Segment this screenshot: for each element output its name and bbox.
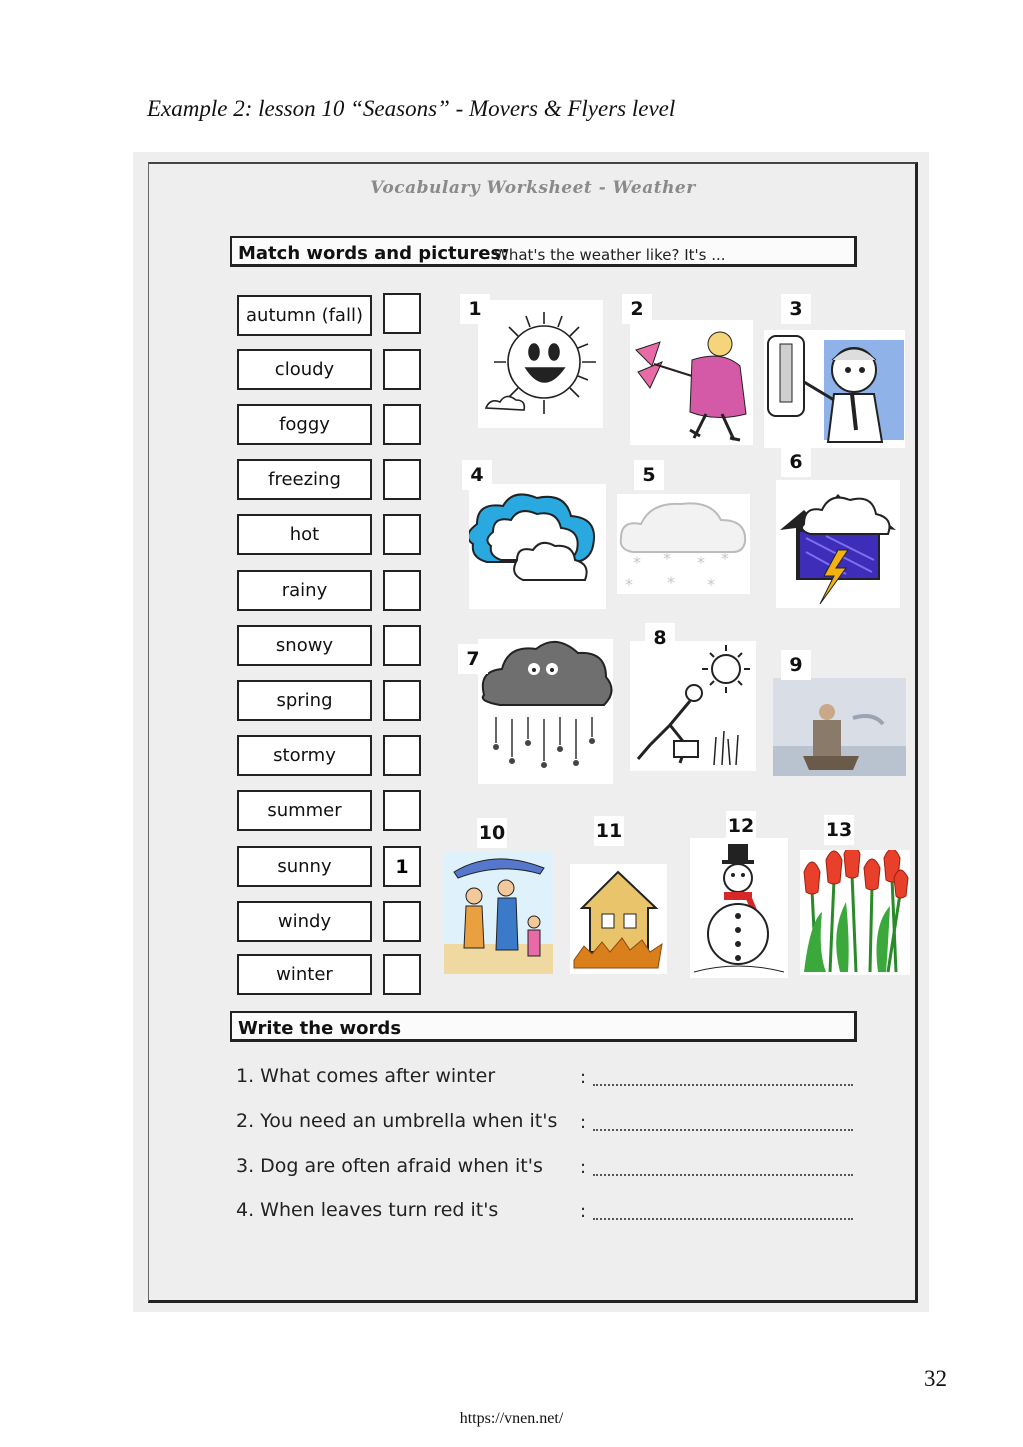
rainy-picture	[478, 639, 613, 784]
page-number: 32	[924, 1366, 947, 1391]
spring-picture	[630, 641, 756, 771]
word-box: hot	[237, 514, 372, 555]
word-box: foggy	[237, 404, 372, 445]
answer-box	[383, 954, 421, 995]
word-box: stormy	[237, 735, 372, 776]
question-colon: :	[580, 1067, 587, 1088]
svg-text:*: *	[633, 553, 641, 572]
foggy-picture	[773, 678, 906, 776]
summer-picture	[444, 852, 553, 974]
picture-number: 5	[634, 460, 664, 490]
word-box: cloudy	[237, 349, 372, 390]
question-text: 3. Dog are often afraid when it's	[236, 1155, 543, 1177]
svg-text:*: *	[721, 549, 729, 568]
word-box: freezing	[237, 459, 372, 500]
picture-number: 7	[458, 644, 488, 674]
answer-box	[383, 625, 421, 666]
question-text: 1. What comes after winter	[236, 1065, 496, 1087]
answer-line[interactable]	[593, 1127, 853, 1131]
answer-line[interactable]	[593, 1082, 853, 1086]
svg-text:*: *	[707, 575, 715, 594]
picture-number: 12	[726, 811, 756, 841]
word-box: autumn (fall)	[237, 295, 372, 336]
answer-box	[383, 680, 421, 721]
picture-number: 13	[824, 815, 854, 845]
question-colon: :	[580, 1112, 587, 1133]
write-banner	[230, 1011, 857, 1042]
picture-number: 3	[781, 294, 811, 324]
picture-number: 4	[462, 460, 492, 490]
match-heading: Match words and pictures:	[238, 243, 509, 264]
worksheet-title: Vocabulary Worksheet - Weather	[370, 178, 696, 198]
word-box: rainy	[237, 570, 372, 611]
question-colon: :	[580, 1157, 587, 1178]
picture-number: 1	[460, 294, 490, 324]
answer-box	[383, 459, 421, 500]
svg-text:*: *	[697, 553, 705, 572]
footer-url[interactable]: https://vnen.net/	[459, 1410, 564, 1427]
snowy-picture	[617, 494, 750, 594]
answer-box: 1	[383, 846, 421, 887]
picture-number: 10	[477, 818, 507, 848]
spring-tulips-picture	[800, 850, 910, 975]
match-prompt: What's the weather like? It's ...	[494, 246, 726, 264]
answer-box	[383, 404, 421, 445]
word-box: winter	[237, 954, 372, 995]
word-box: windy	[237, 901, 372, 942]
match-banner	[230, 236, 857, 267]
windy-picture	[630, 320, 753, 445]
answer-line[interactable]	[593, 1216, 853, 1220]
word-box: summer	[237, 790, 372, 831]
question-colon: :	[580, 1201, 587, 1222]
question-text: 2. You need an umbrella when it's	[236, 1110, 558, 1132]
sun-picture	[478, 300, 603, 428]
autumn-picture	[570, 864, 667, 974]
answer-box	[383, 735, 421, 776]
word-box: snowy	[237, 625, 372, 666]
page-caption: Example 2: lesson 10 “Seasons” - Movers & Flyers level	[147, 96, 676, 121]
answer-box	[383, 293, 421, 334]
picture-number: 6	[781, 447, 811, 477]
answer-box	[383, 790, 421, 831]
answer-line[interactable]	[593, 1172, 853, 1176]
answer-box	[383, 901, 421, 942]
svg-text:*: *	[667, 573, 675, 592]
question-text: 4. When leaves turn red it's	[236, 1199, 499, 1221]
picture-number: 11	[594, 816, 624, 846]
write-heading: Write the words	[238, 1018, 402, 1039]
svg-text:*: *	[625, 575, 633, 594]
svg-text:*: *	[663, 549, 671, 568]
cloudy-picture	[469, 484, 606, 609]
picture-number: 9	[781, 650, 811, 680]
hot-picture	[764, 330, 905, 448]
winter-picture	[690, 838, 788, 978]
picture-number: 8	[645, 623, 675, 653]
picture-number: 2	[622, 294, 652, 324]
word-box: spring	[237, 680, 372, 721]
answer-box	[383, 570, 421, 611]
answer-box	[383, 514, 421, 555]
word-box: sunny	[237, 846, 372, 887]
stormy-picture	[776, 480, 900, 608]
answer-box	[383, 349, 421, 390]
